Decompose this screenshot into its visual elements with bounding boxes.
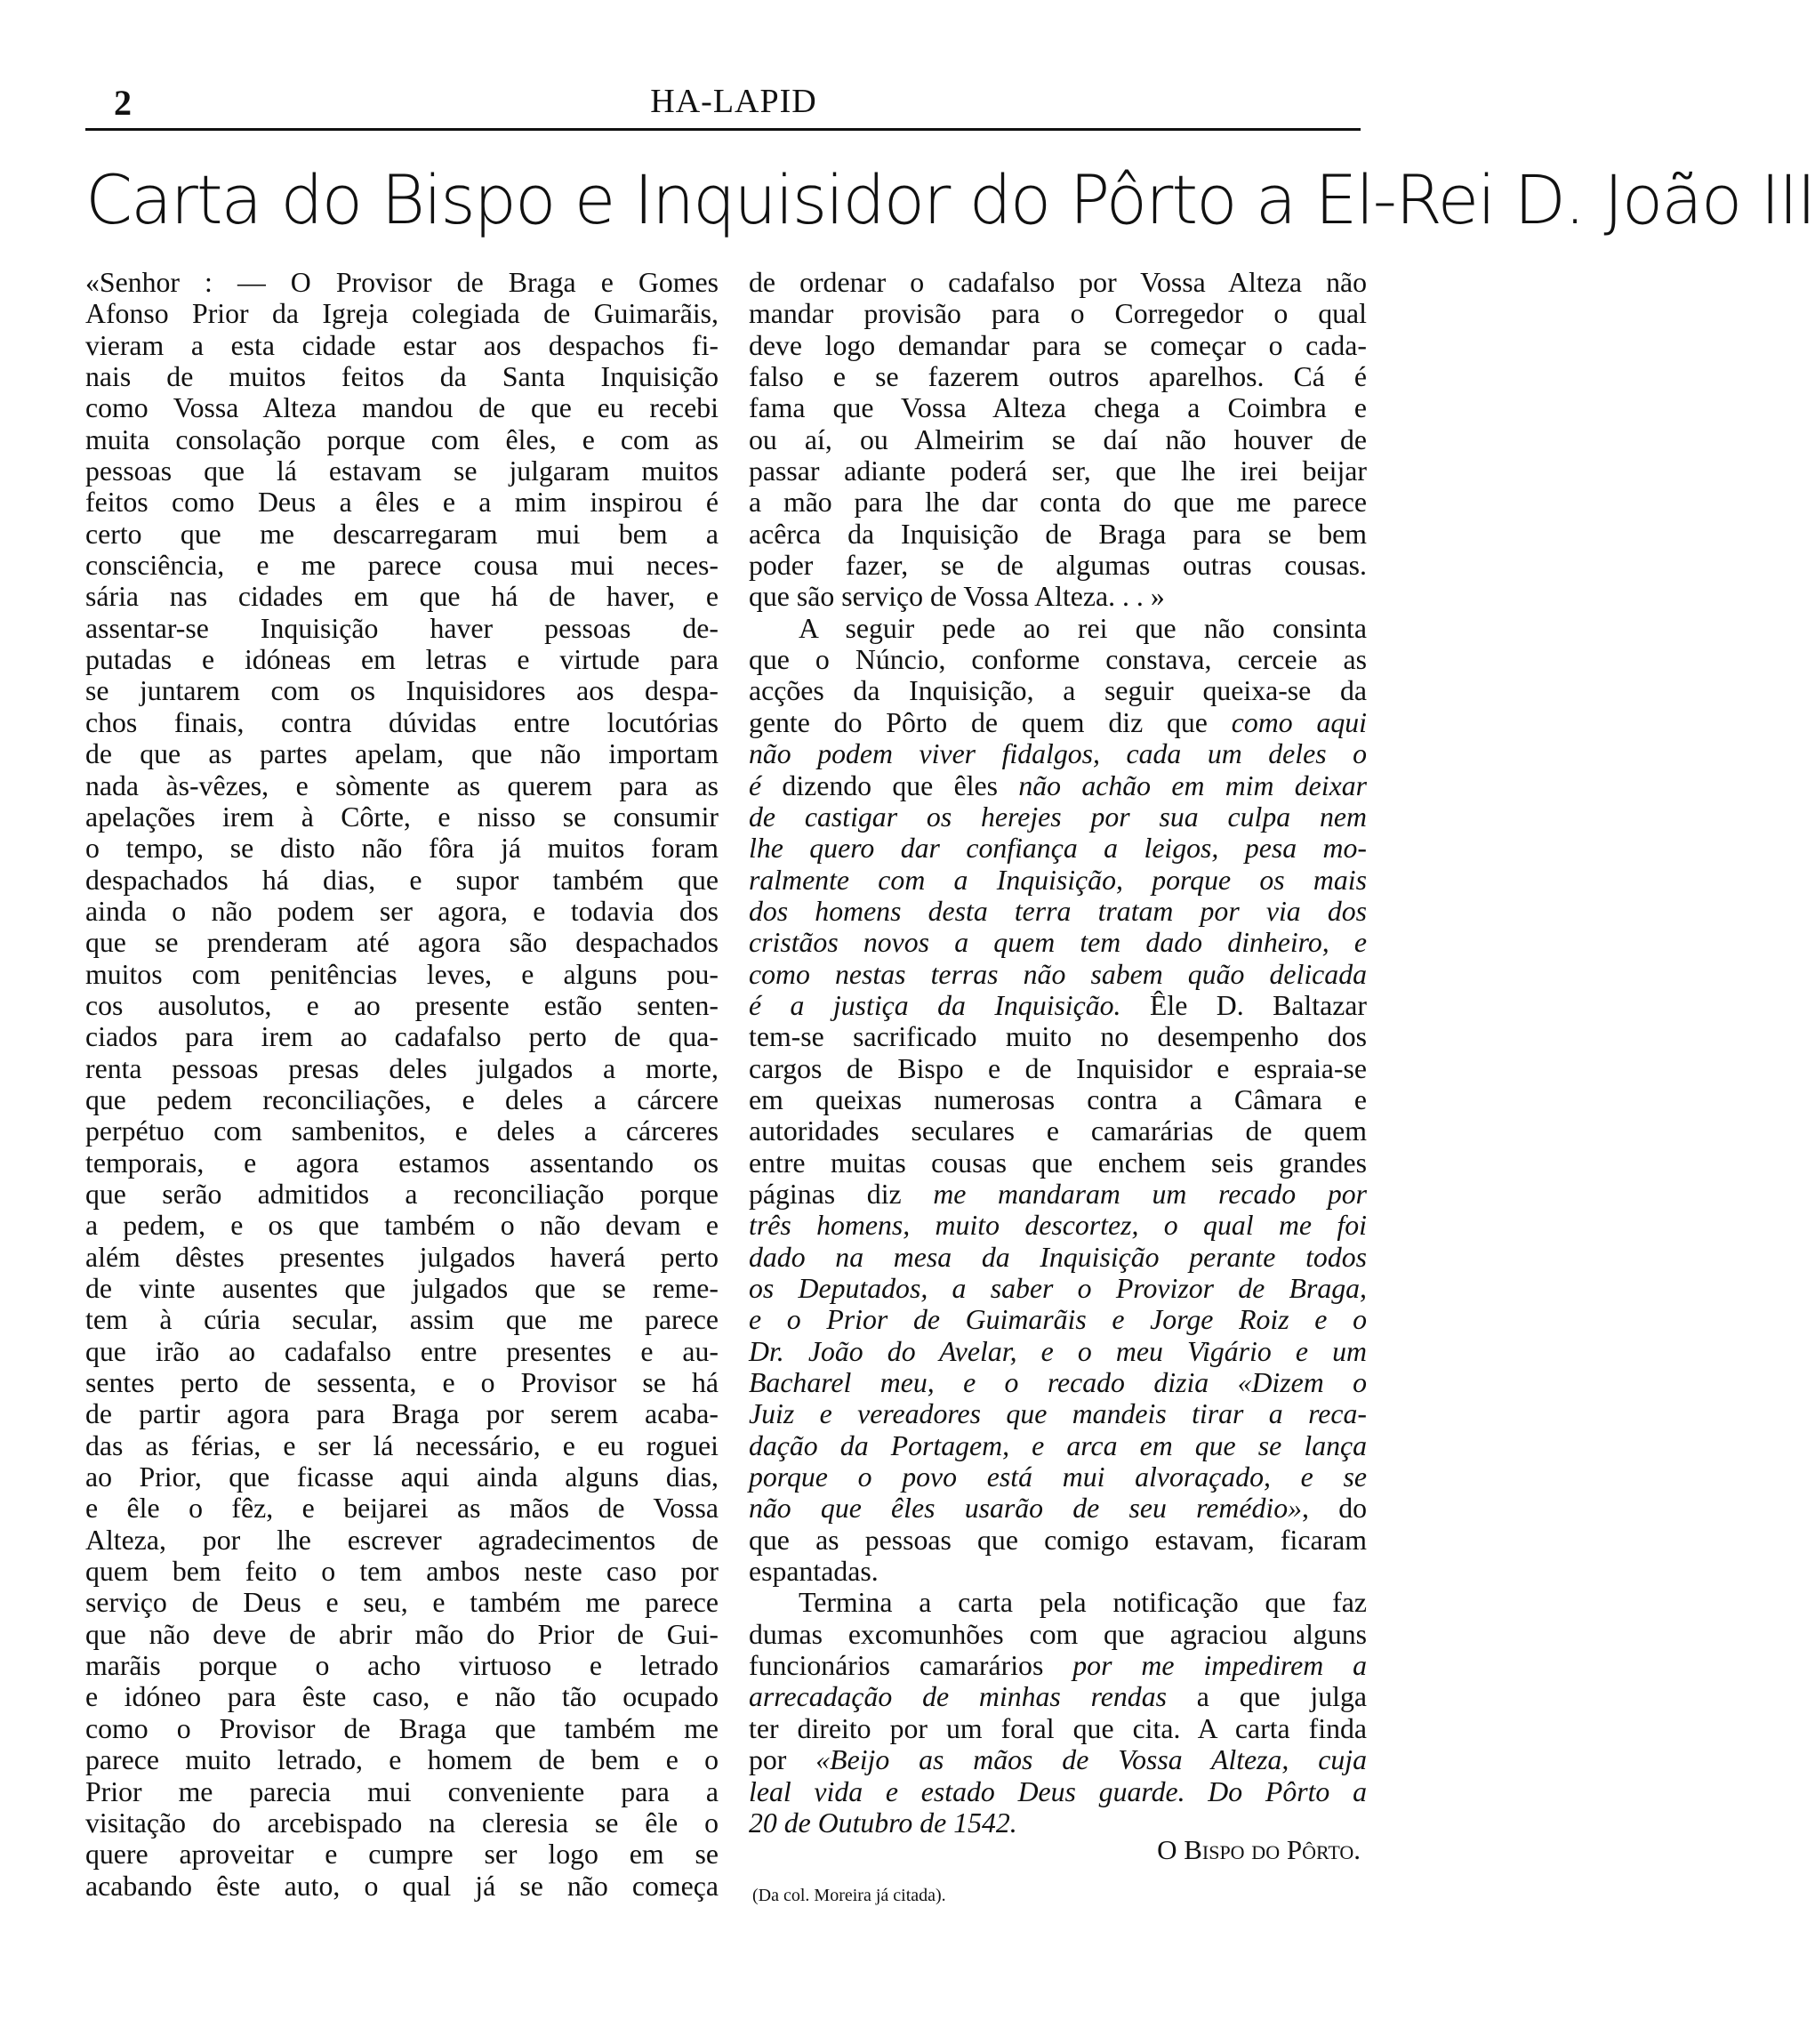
text-run: Prior me parecia mui conveniente para a <box>85 1775 719 1807</box>
text-line <box>749 581 1367 612</box>
text-run: a que julga <box>1166 1681 1368 1713</box>
text-line <box>749 1053 1367 1084</box>
text-line <box>749 959 1367 990</box>
text-run: chos finais, contra dúvidas entre locutórias <box>85 706 719 738</box>
text-line <box>749 1776 1367 1807</box>
italic-run: lhe quero dar confiança a leigos, pesa mo- <box>749 833 1367 865</box>
text-run: ou aí, ou Almeirim se daí não houver de <box>749 423 1367 455</box>
italic-run: 20 de Outubro de 1542. <box>749 1807 1017 1839</box>
text-line <box>85 1525 719 1556</box>
text-line <box>749 896 1367 927</box>
text-line <box>749 1525 1367 1556</box>
text-run: a pedem, e os que também o não devam e <box>85 1210 719 1242</box>
text-line <box>85 801 719 833</box>
text-run: certo que me descarregaram mui bem a <box>85 518 719 550</box>
text-run: a mão para lhe dar conta do que me parece <box>749 487 1367 519</box>
text-run: poder fazer, se de algumas outras cousas. <box>749 550 1367 582</box>
text-run: de que as partes apelam, que não importam <box>85 738 719 770</box>
text-line <box>85 1556 719 1587</box>
text-line <box>749 550 1367 581</box>
text-line <box>749 1619 1367 1650</box>
text-run: Afonso Prior da Igreja colegiada de Guimarãis, <box>85 298 719 330</box>
text-line <box>85 1807 719 1839</box>
italic-run: três homens, muito descortez, o qual me foi <box>749 1210 1367 1242</box>
text-run: Alteza, por lhe escrever agradecimentos de <box>85 1524 719 1556</box>
text-line <box>85 613 719 644</box>
text-run: além dêstes presentes julgados haverá perto <box>85 1241 719 1273</box>
text-run: temporais, e agora estamos assentando os <box>85 1147 719 1179</box>
text-line <box>749 519 1367 550</box>
italic-run: Juiz e vereadores que mandeis tirar a reca- <box>749 1398 1367 1430</box>
text-run: ter direito por um foral que cita. A carta finda <box>749 1712 1367 1744</box>
text-run: de vinte ausentes que julgados que se reme- <box>85 1273 719 1304</box>
text-line <box>85 487 719 518</box>
text-line <box>85 1650 719 1681</box>
text-run: das as férias, e ser lá necessário, e eu roguei <box>85 1429 719 1461</box>
text-line <box>749 865 1367 896</box>
text-run: vieram a esta cidade estar aos despachos fi- <box>85 329 719 361</box>
text-run: putadas e idóneas em letras e virtude para <box>85 644 719 676</box>
text-run: renta pessoas presas deles julgados a morte, <box>85 1052 719 1084</box>
italic-run: dação da Portagem, e arca em que se lança <box>749 1429 1367 1461</box>
text-run: ciados para irem ao cadafalso perto de qua- <box>85 1021 719 1053</box>
text-run: ainda o não podem ser agora, e todavia dos <box>85 895 719 927</box>
text-line <box>85 1021 719 1052</box>
text-line <box>749 1461 1367 1493</box>
italic-run: por me impedirem a <box>1072 1650 1367 1682</box>
text-run: como Vossa Alteza mandou de que eu recebi <box>85 392 719 424</box>
text-run: nais de muitos feitos da Santa Inquisição <box>85 361 719 393</box>
italic-run: é <box>749 769 762 801</box>
text-line <box>749 833 1367 864</box>
text-run: acções da Inquisição, a seguir queixa-se da <box>749 675 1367 707</box>
italic-run: e o Prior de Guimarãis e Jorge Roiz e o <box>749 1304 1367 1336</box>
text-line <box>85 1681 719 1712</box>
text-run: assentar-se Inquisição haver pessoas de- <box>85 612 719 644</box>
text-line <box>749 1587 1367 1618</box>
text-run: que pedem reconciliações, e deles a cárcere <box>85 1083 719 1115</box>
text-line <box>85 738 719 769</box>
italic-run: os Deputados, a saber o Provizor de Braga, <box>749 1273 1367 1304</box>
italic-run: não achão em mim deixar <box>1018 769 1367 801</box>
signature: O Bispo do Pôrto. <box>1157 1834 1361 1865</box>
text-line <box>749 770 1367 801</box>
text-line <box>749 1744 1367 1775</box>
text-run: que serão admitidos a reconciliação porque <box>85 1178 719 1210</box>
text-run: acabando êste auto, o qual já se não começa <box>85 1870 719 1902</box>
text-run: que não deve de abrir mão do Prior de Gui- <box>85 1618 719 1650</box>
text-line <box>85 519 719 550</box>
text-line <box>85 1304 719 1335</box>
text-run: muitos com penitências leves, e alguns pou- <box>85 958 719 990</box>
text-line <box>85 455 719 487</box>
text-line <box>85 1493 719 1524</box>
italic-run: leal vida e estado Deus guarde. Do Pôrto a <box>749 1775 1367 1807</box>
text-line <box>749 392 1367 423</box>
text-line <box>749 1367 1367 1398</box>
italic-run: «Beijo as mãos de Vossa Alteza, cuja <box>815 1744 1367 1776</box>
italic-run: porque o povo está mui alvoraçado, e se <box>749 1461 1367 1493</box>
text-run: dizendo que êles <box>761 769 1019 801</box>
text-line <box>85 392 719 423</box>
text-line <box>85 1179 719 1210</box>
text-line <box>85 707 719 738</box>
text-line <box>749 927 1367 958</box>
italic-run: me mandaram um recado por <box>933 1178 1367 1210</box>
italic-run: dos homens desta terra tratam por via dos <box>749 895 1367 927</box>
text-run: apelações irem à Côrte, e nisso se consumir <box>85 801 719 833</box>
text-line <box>85 1839 719 1870</box>
text-line <box>749 801 1367 833</box>
article-title: Carta do Bispo e Inquisidor do Pôrto a El-Rei D. João III <box>85 160 1815 239</box>
italic-run: é a justiça da Inquisição. <box>749 989 1121 1021</box>
text-line <box>85 644 719 675</box>
text-line <box>749 707 1367 738</box>
text-run: espantadas. <box>749 1556 879 1588</box>
text-run: nada às-vêzes, e sòmente as querem para as <box>85 769 719 801</box>
text-run: ao Prior, que ficasse aqui ainda alguns dias, <box>85 1461 719 1493</box>
text-run: tem à cúria secular, assim que me parece <box>85 1304 719 1336</box>
text-line <box>85 1587 719 1618</box>
text-line <box>749 1336 1367 1367</box>
text-line <box>749 1304 1367 1335</box>
left-column <box>85 267 719 1902</box>
italic-run: como aqui <box>1231 706 1367 738</box>
text-line <box>749 1179 1367 1210</box>
text-line <box>85 896 719 927</box>
text-line <box>85 1115 719 1147</box>
text-line <box>85 361 719 392</box>
text-run: tem-se sacrificado muito no desempenho dos <box>749 1021 1367 1053</box>
text-line <box>749 1084 1367 1115</box>
text-run: deve logo demandar para se começar o cada- <box>749 329 1367 361</box>
text-line <box>749 990 1367 1021</box>
text-line <box>85 770 719 801</box>
text-run: entre muitas cousas que enchem seis grandes <box>749 1147 1367 1179</box>
text-run: páginas diz <box>749 1178 934 1210</box>
text-run: «Senhor : — O Provisor de Braga e Gomes <box>85 267 719 298</box>
text-line <box>85 1744 719 1775</box>
text-run: falso e se fazerem outros aparelhos. Cá é <box>749 361 1367 393</box>
journal-title: HA-LAPID <box>650 83 817 120</box>
text-line <box>749 1115 1367 1147</box>
text-line <box>85 267 719 298</box>
text-line <box>749 1650 1367 1681</box>
text-line <box>85 330 719 361</box>
text-run: que são serviço de Vossa Alteza. . . » <box>749 581 1165 613</box>
italic-run: dado na mesa da Inquisição perante todos <box>749 1241 1367 1273</box>
text-run: , do <box>1302 1493 1367 1525</box>
text-line <box>749 1398 1367 1429</box>
text-run: passar adiante poderá ser, que lhe irei beijar <box>749 455 1367 487</box>
text-run: consciência, e me parece cousa mui neces- <box>85 550 719 582</box>
text-line <box>749 1147 1367 1179</box>
italic-run: de castigar os herejes por sua culpa nem <box>749 801 1367 833</box>
text-run: Êle D. Baltazar <box>1120 989 1368 1021</box>
text-line <box>85 865 719 896</box>
text-run: se juntarem com os Inquisidores aos despa- <box>85 675 719 707</box>
text-line <box>749 1273 1367 1304</box>
text-line <box>749 1210 1367 1241</box>
text-run: pessoas que lá estavam se julgaram muitos <box>85 455 719 487</box>
text-line <box>85 1053 719 1084</box>
text-line <box>85 1147 719 1179</box>
text-line <box>749 330 1367 361</box>
text-run: fama que Vossa Alteza chega a Coimbra e <box>749 392 1367 424</box>
text-line <box>85 1871 719 1902</box>
text-line <box>85 1367 719 1398</box>
text-run: como o Provisor de Braga que também me <box>85 1712 719 1744</box>
text-run: muita consolação porque com êles, e com as <box>85 423 719 455</box>
text-run: funcionários camarários <box>749 1650 1073 1682</box>
text-line <box>749 298 1367 329</box>
text-run: mandar provisão para o Corregedor o qual <box>749 298 1367 330</box>
text-line <box>85 1084 719 1115</box>
text-run: quem bem feito o tem ambos neste caso por <box>85 1556 719 1588</box>
text-run: que se prenderam até agora são despachados <box>85 927 719 959</box>
text-run: que o Núncio, conforme constava, cerceie as <box>749 644 1367 676</box>
text-line <box>749 644 1367 675</box>
italic-run: ralmente com a Inquisição, porque os mais <box>749 864 1367 896</box>
text-run: gente do Pôrto de quem diz que <box>749 706 1232 738</box>
text-run: sentes perto de sessenta, e o Provisor se há <box>85 1367 719 1399</box>
text-line <box>749 267 1367 298</box>
text-run: e êle o fêz, e beijarei as mãos de Vossa <box>85 1493 719 1525</box>
italic-run: não que êles usarão de seu remédio» <box>749 1493 1303 1525</box>
text-line <box>749 1493 1367 1524</box>
text-line <box>85 424 719 455</box>
italic-run: cristãos novos a quem tem dado dinheiro, e <box>749 927 1367 959</box>
text-run: acêrca da Inquisição de Braga para se bem <box>749 518 1367 550</box>
text-line <box>85 833 719 864</box>
header-rule <box>85 128 1361 131</box>
text-line <box>749 1713 1367 1744</box>
italic-run: como nestas terras não sabem quão delicada <box>749 958 1367 990</box>
text-line <box>85 1398 719 1429</box>
text-line <box>85 1210 719 1241</box>
text-line <box>85 1461 719 1493</box>
text-run: autoridades seculares e camarárias de quem <box>749 1115 1367 1147</box>
right-column <box>749 267 1367 1839</box>
page-number: 2 <box>114 83 132 123</box>
italic-run: arrecadação de minhas rendas <box>749 1681 1167 1713</box>
text-line <box>85 1336 719 1367</box>
text-run: dumas excomunhões com que agraciou alguns <box>749 1618 1367 1650</box>
text-line <box>749 361 1367 392</box>
text-line <box>85 990 719 1021</box>
text-run: despachados há dias, e supor também que <box>85 864 719 896</box>
text-run: que irão ao cadafalso entre presentes e au- <box>85 1335 719 1367</box>
text-line <box>749 455 1367 487</box>
italic-run: não podem viver fidalgos, cada um deles o <box>749 738 1367 770</box>
text-line <box>749 738 1367 769</box>
text-line <box>749 1681 1367 1712</box>
text-run: quere aproveitar e cumpre ser logo em se <box>85 1839 719 1871</box>
text-run: e idóneo para êste caso, e não tão ocupado <box>85 1681 719 1713</box>
text-line <box>749 1556 1367 1587</box>
text-run: em queixas numerosas contra a Câmara e <box>749 1083 1367 1115</box>
text-line <box>85 959 719 990</box>
text-line <box>749 613 1367 644</box>
text-line <box>85 1430 719 1461</box>
text-run: sária nas cidades em que há de haver, e <box>85 581 719 613</box>
text-line <box>749 1242 1367 1273</box>
text-run: de ordenar o cadafalso por Vossa Alteza não <box>749 267 1367 298</box>
text-run: cos ausolutos, e ao presente estão senten- <box>85 989 719 1021</box>
text-line <box>85 675 719 706</box>
text-line <box>85 298 719 329</box>
text-run: de partir agora para Braga por serem acaba- <box>85 1398 719 1430</box>
text-run: que as pessoas que comigo estavam, ficaram <box>749 1524 1367 1556</box>
text-line <box>85 1776 719 1807</box>
text-run: A seguir pede ao rei que não consinta <box>799 612 1367 644</box>
text-line <box>85 927 719 958</box>
text-line <box>749 1430 1367 1461</box>
text-run: Termina a carta pela notificação que faz <box>799 1587 1367 1619</box>
text-run: por <box>749 1744 816 1776</box>
italic-run: Bacharel meu, e o recado dizia «Dizem o <box>749 1367 1367 1399</box>
text-line <box>85 550 719 581</box>
text-run: visitação do arcebispado na cleresia se êle o <box>85 1807 719 1839</box>
text-line <box>85 1619 719 1650</box>
text-run: parece muito letrado, e homem de bem e o <box>85 1744 719 1776</box>
text-run: o tempo, se disto não fôra já muitos foram <box>85 833 719 865</box>
text-run: marãis porque o acho virtuoso e letrado <box>85 1650 719 1682</box>
text-run: feitos como Deus a êles e a mim inspirou é <box>85 487 719 519</box>
text-run: perpétuo com sambenitos, e deles a cárceres <box>85 1115 719 1147</box>
source-note: (Da col. Moreira já citada). <box>752 1886 946 1905</box>
italic-run: Dr. João do Avelar, e o meu Vigário e um <box>749 1335 1367 1367</box>
text-line <box>749 487 1367 518</box>
text-line <box>85 1273 719 1304</box>
text-line <box>85 1242 719 1273</box>
text-line <box>749 424 1367 455</box>
text-run: serviço de Deus e seu, e também me parece <box>85 1587 719 1619</box>
text-line <box>85 581 719 612</box>
text-line <box>749 675 1367 706</box>
text-line <box>85 1713 719 1744</box>
text-run: cargos de Bispo e de Inquisidor e espraia-se <box>749 1052 1367 1084</box>
text-line <box>749 1021 1367 1052</box>
